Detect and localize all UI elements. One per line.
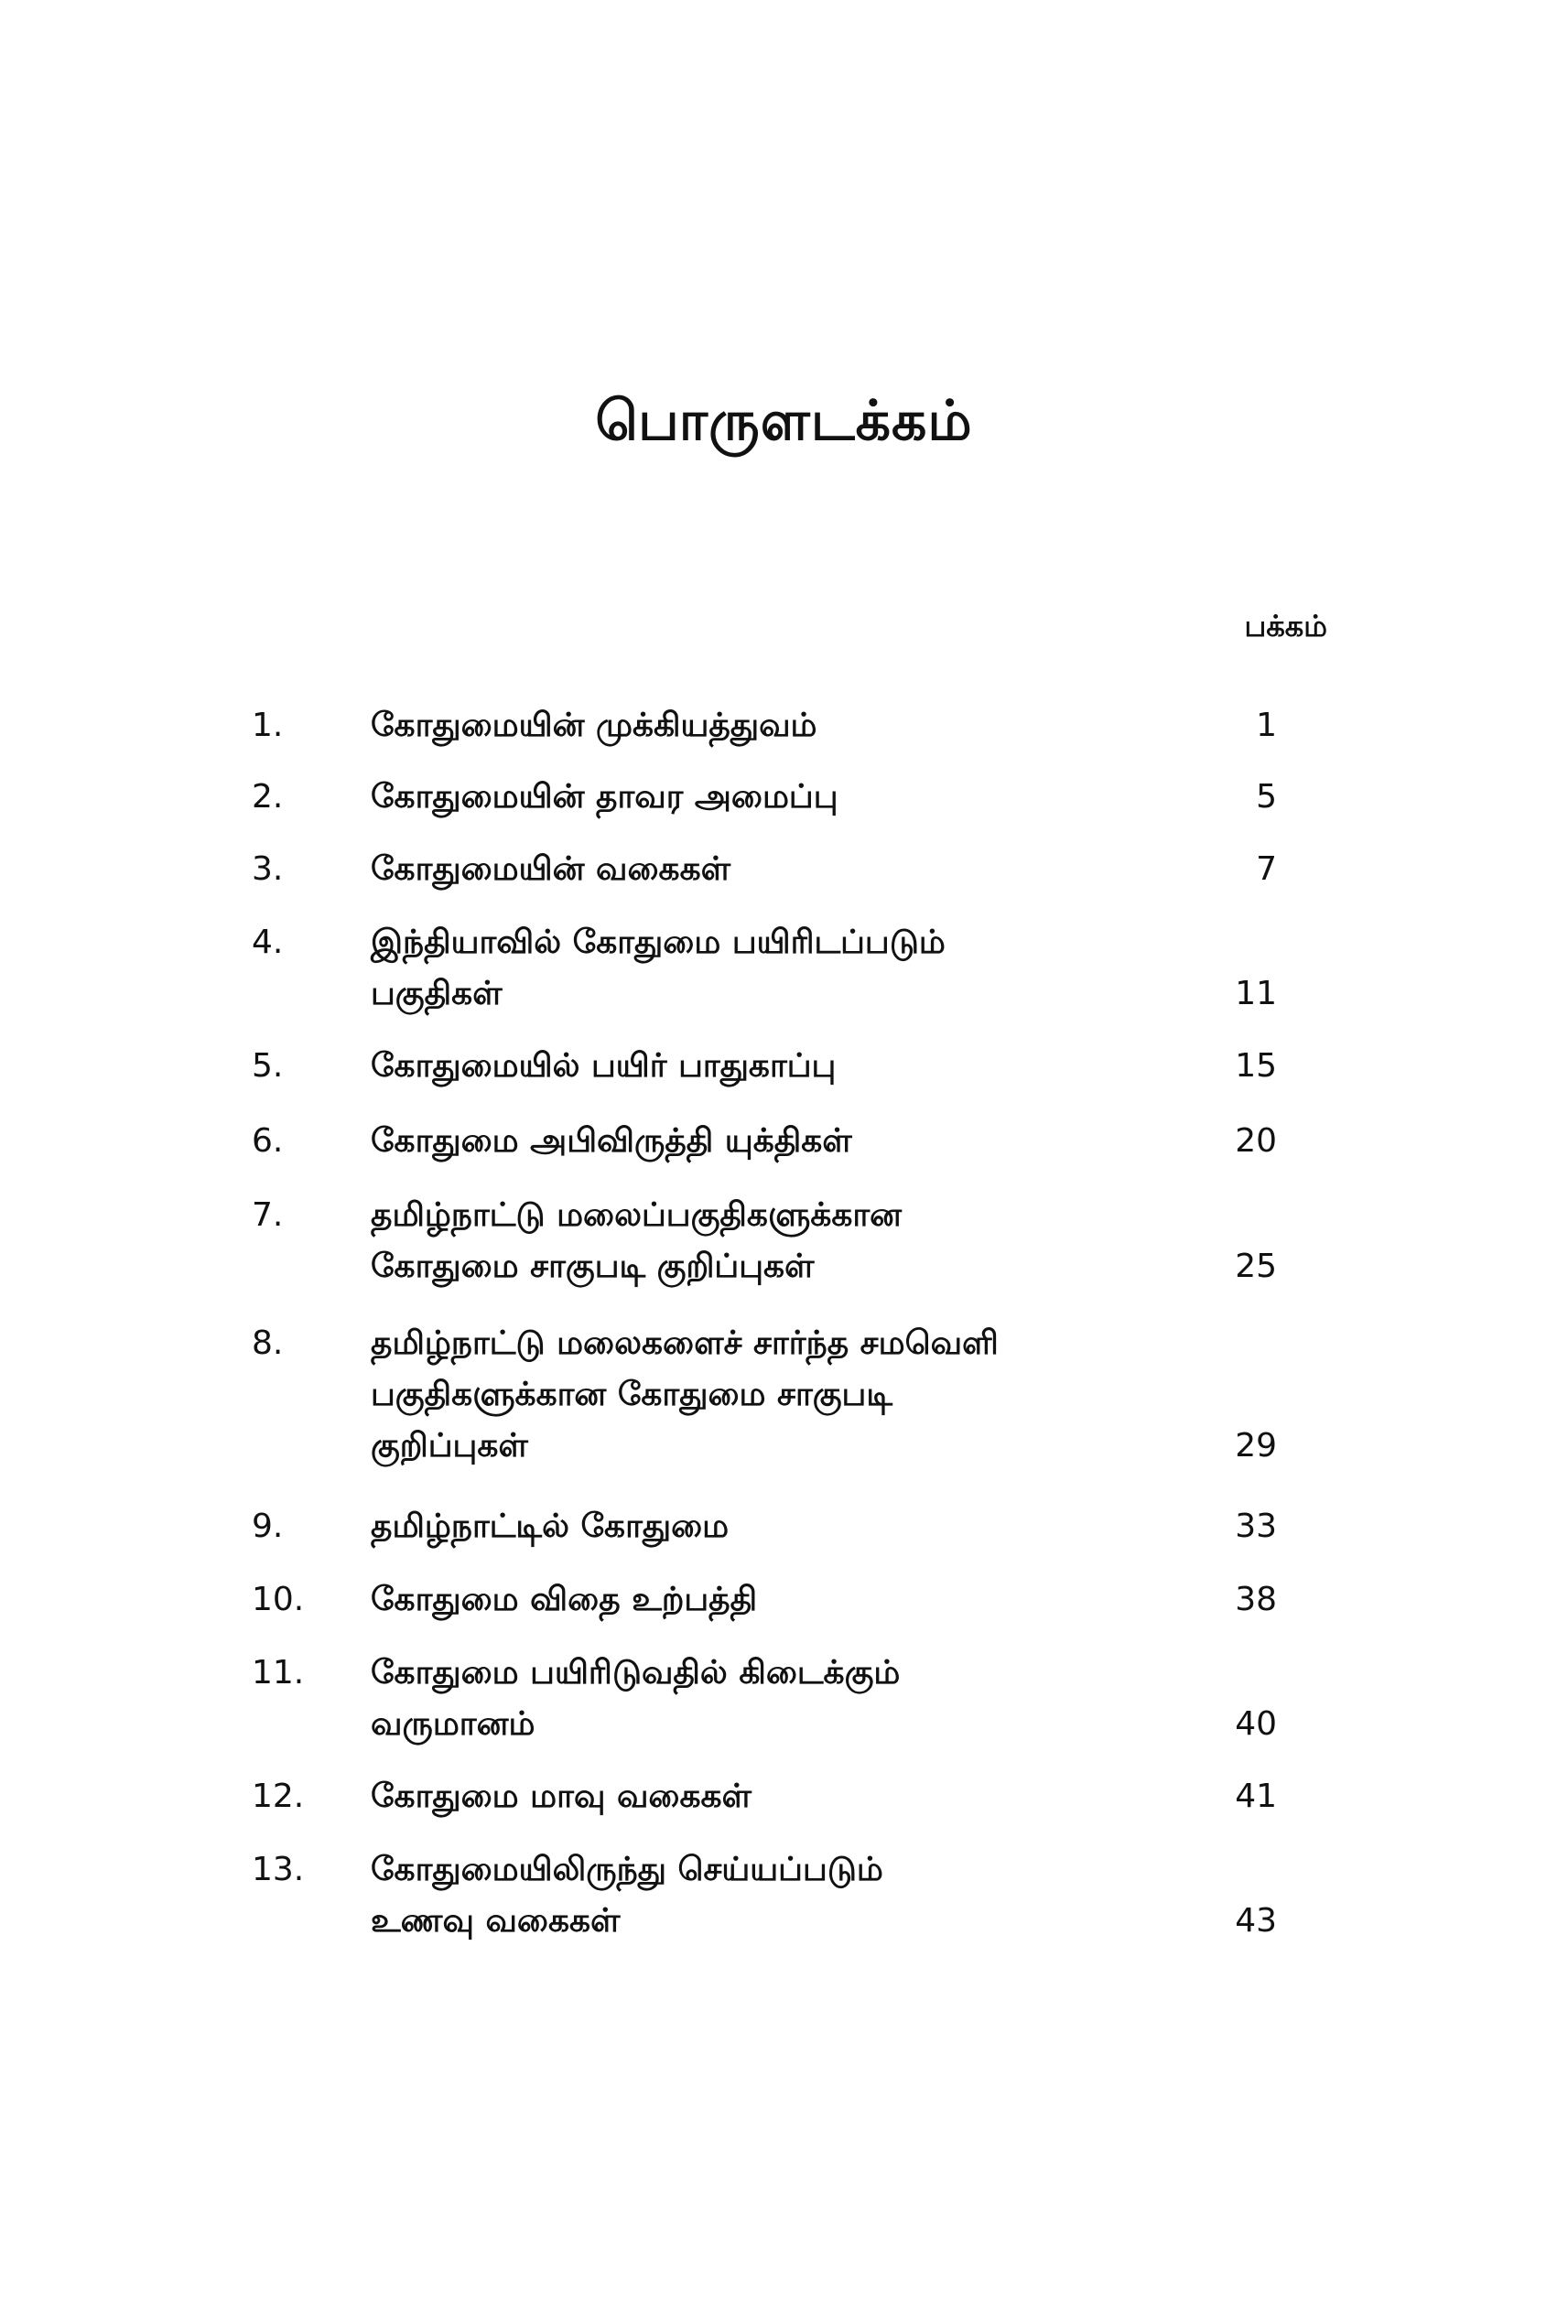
toc-entry-title <box>371 1501 1195 1552</box>
toc-entry-page-number: 25 <box>1235 1248 1277 1285</box>
toc-entry-page-number: 33 <box>1235 1508 1277 1545</box>
toc-entry-title-line: தமிழ்நாட்டில் கோதுமை <box>371 1508 730 1545</box>
toc-entry-title-line: இந்தியாவில் கோதுமை பயிரிடப்படும் <box>371 924 946 961</box>
toc-entry-number: 4. <box>252 924 284 961</box>
toc-entry-title-line: பகுதிகளுக்கான கோதுமை சாகுபடி <box>371 1376 892 1413</box>
toc-entry-number: 13. <box>252 1851 305 1888</box>
toc-entry-title <box>371 772 1195 823</box>
toc-entry-title <box>371 1771 1195 1822</box>
toc-entry-page-number: 29 <box>1235 1427 1277 1465</box>
toc-entry-title <box>371 844 1195 895</box>
toc-entry-title <box>371 1844 1195 1947</box>
toc-entry-number: 6. <box>252 1122 284 1160</box>
toc-entry-title-line: கோதுமையின் முக்கியத்துவம் <box>371 707 817 744</box>
toc-entry-title-line: வருமானம் <box>371 1705 535 1743</box>
toc-entry-number: 10. <box>252 1581 305 1618</box>
toc-entry-page-number: 15 <box>1235 1047 1277 1085</box>
toc-entry-number: 5. <box>252 1047 284 1085</box>
toc-entry-title-line: உணவு வகைகள் <box>371 1902 621 1940</box>
toc-entry-number: 11. <box>252 1654 305 1692</box>
toc-entry-title <box>371 1318 1195 1472</box>
toc-entry-title <box>371 1190 1195 1292</box>
toc-entry-number: 3. <box>252 850 284 888</box>
toc-entry-title-line: தமிழ்நாட்டு மலைப்பகுதிகளுக்கான <box>371 1196 903 1234</box>
toc-entry-page-number: 38 <box>1235 1581 1277 1618</box>
toc-entry-number: 2. <box>252 778 284 816</box>
toc-entry-number: 1. <box>252 707 284 744</box>
toc-entry-title-line: கோதுமை சாகுபடி குறிப்புகள் <box>371 1248 815 1285</box>
toc-entry-title <box>371 1574 1195 1626</box>
toc-entry-title-line: குறிப்புகள் <box>371 1427 528 1465</box>
toc-entry-page-number: 11 <box>1235 975 1277 1012</box>
toc-entry-title-line: கோதுமையின் வகைகள் <box>371 850 731 888</box>
page-column-label: பக்கம் <box>1244 609 1327 643</box>
toc-entry-title <box>371 1041 1195 1092</box>
toc-entry-title-line: கோதுமை விதை உற்பத்தி <box>371 1581 758 1618</box>
toc-entry-page-number: 20 <box>1235 1122 1277 1160</box>
toc-entry-page-number: 7 <box>1256 850 1277 888</box>
toc-entry-title <box>371 700 1195 751</box>
toc-entry-page-number: 5 <box>1256 778 1277 816</box>
toc-entry-title-line: கோதுமையிலிருந்து செய்யப்படும் <box>371 1851 883 1888</box>
page-title: பொருளடக்கம் <box>595 389 973 453</box>
toc-entry-title-line: பகுதிகள் <box>371 975 503 1012</box>
toc-entry-title-line: கோதுமை மாவு வகைகள் <box>371 1778 752 1815</box>
toc-entry-title-line: கோதுமை பயிரிடுவதில் கிடைக்கும் <box>371 1654 901 1692</box>
toc-entry-title <box>371 1116 1195 1167</box>
toc-entry-page-number: 43 <box>1235 1902 1277 1940</box>
toc-entry-number: 7. <box>252 1196 284 1234</box>
toc-entry-number: 9. <box>252 1508 284 1545</box>
toc-entry-page-number: 40 <box>1235 1705 1277 1743</box>
toc-entry-page-number: 1 <box>1256 707 1277 744</box>
toc-entry-title-line: கோதுமை அபிவிருத்தி யுக்திகள் <box>371 1122 852 1160</box>
toc-entry-title <box>371 1648 1195 1750</box>
toc-entry-number: 12. <box>252 1778 305 1815</box>
toc-entry-title-line: தமிழ்நாட்டு மலைகளைச் சார்ந்த சமவெளி <box>371 1324 999 1362</box>
toc-entry-title-line: கோதுமையில் பயிர் பாதுகாப்பு <box>371 1047 837 1085</box>
toc-entry-title <box>371 917 1195 1020</box>
toc-entry-title-line: கோதுமையின் தாவர அமைப்பு <box>371 778 838 816</box>
toc-entry-number: 8. <box>252 1324 284 1362</box>
toc-entry-page-number: 41 <box>1235 1778 1277 1815</box>
